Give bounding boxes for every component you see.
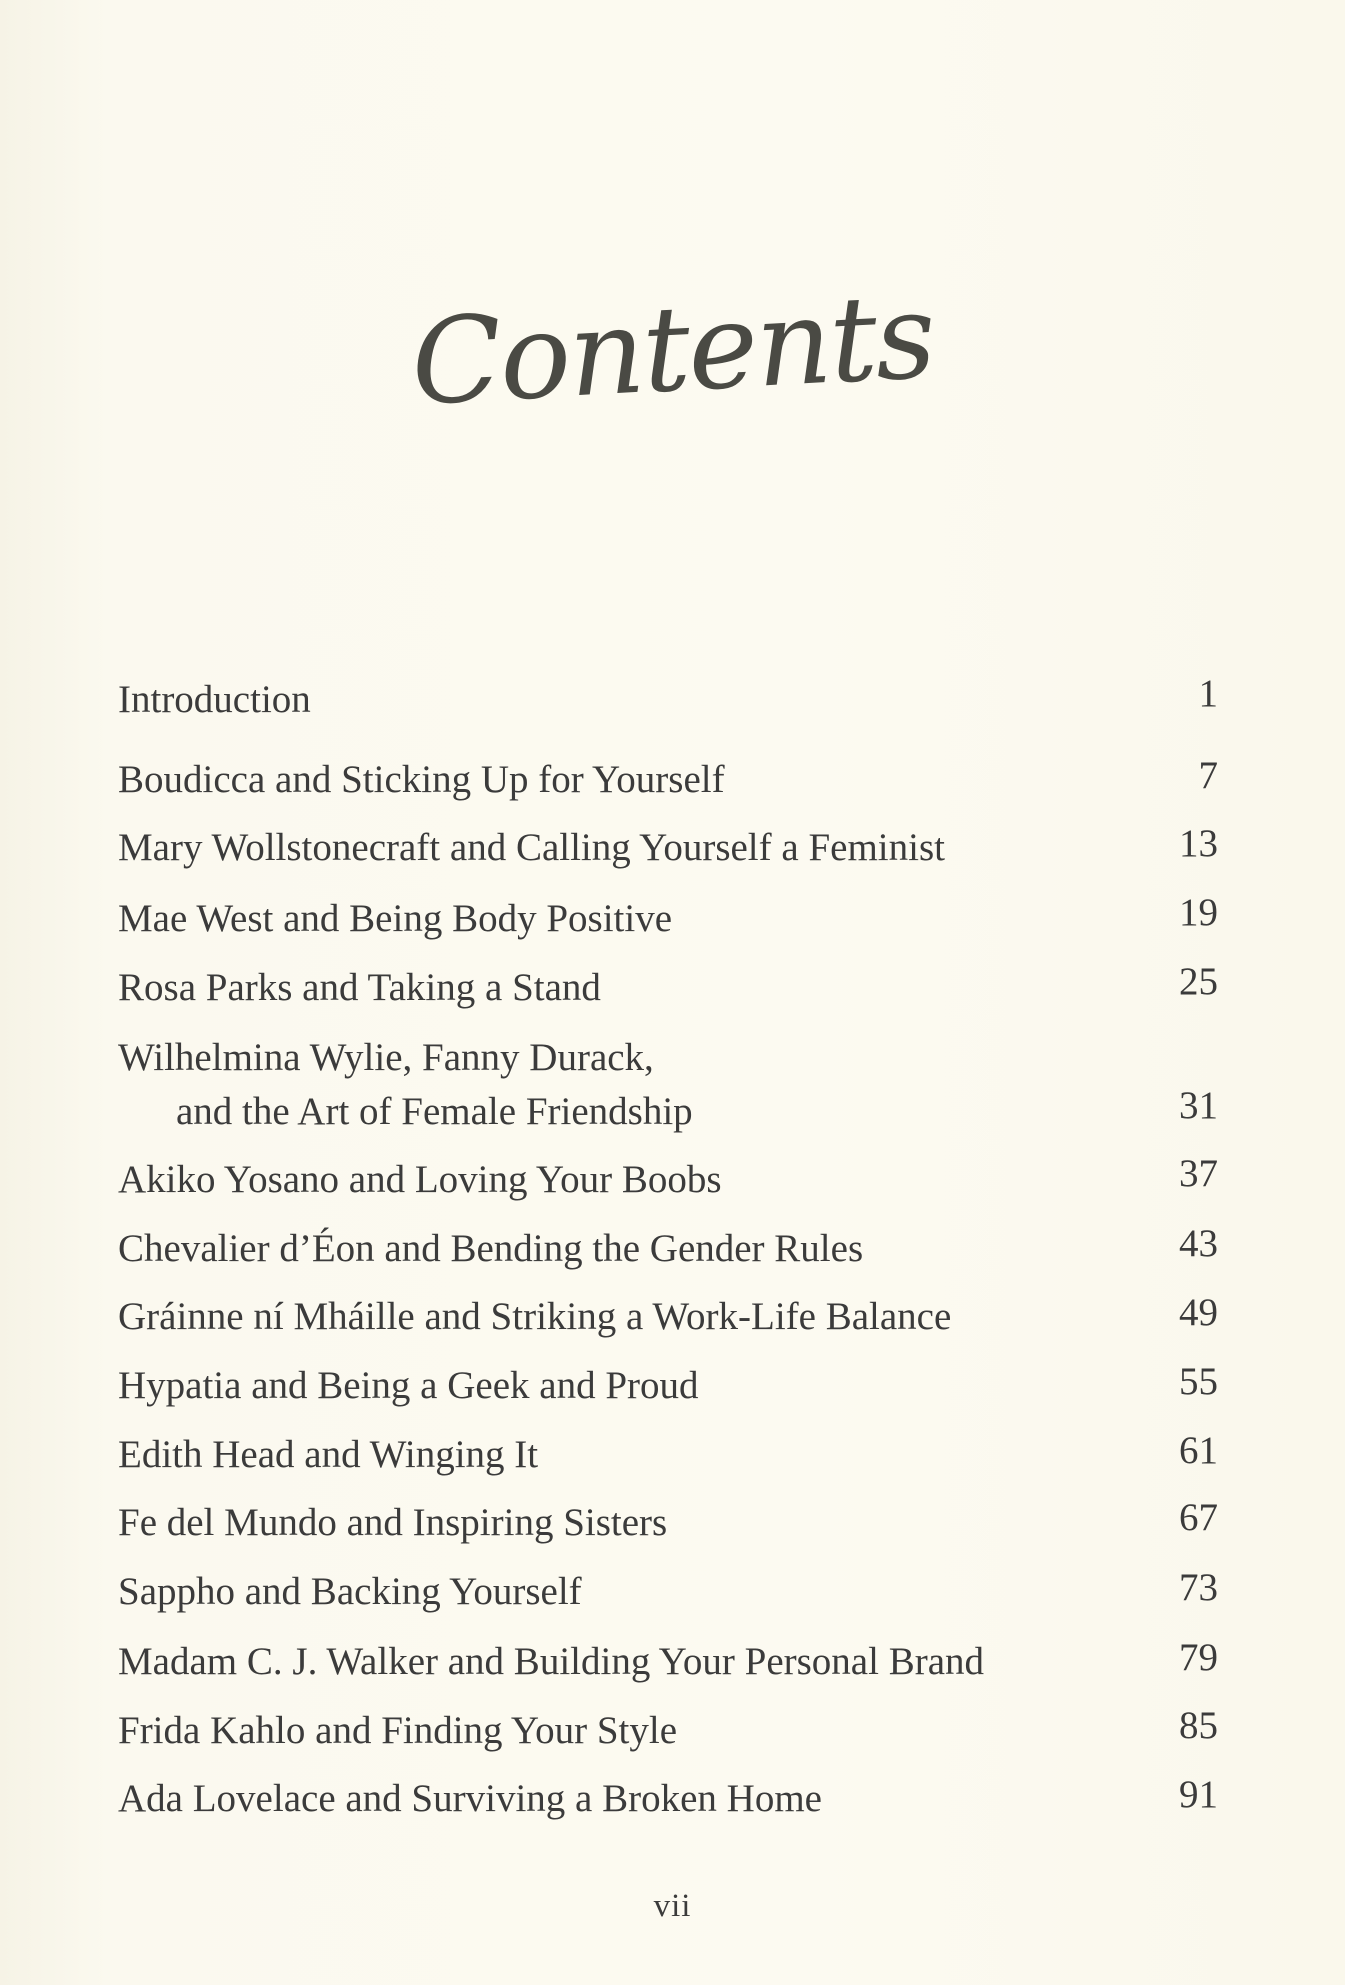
toc-entry-title-continuation: and the Art of Female Friendship <box>176 1090 693 1133</box>
toc-entry-page: 37 <box>1179 1152 1218 1195</box>
toc-entry-title: Gráinne ní Mháille and Striking a Work-Life Balance <box>118 1295 952 1338</box>
toc-entry-page: 79 <box>1179 1636 1218 1679</box>
toc-entry-title: Mae West and Being Body Positive <box>118 897 673 940</box>
toc-entry-page: 67 <box>1179 1496 1218 1539</box>
toc-entry-page: 49 <box>1179 1291 1218 1334</box>
page-title: Contents <box>407 266 938 432</box>
toc-entry-page: 43 <box>1179 1222 1218 1265</box>
toc-entry-page: 7 <box>1198 754 1218 797</box>
toc-entry-title: Boudicca and Sticking Up for Yourself <box>118 758 725 801</box>
toc-entry-title: Chevalier d’Éon and Bending the Gender Rules <box>118 1227 864 1270</box>
toc-entry-title: Madam C. J. Walker and Building Your Personal Brand <box>118 1640 984 1683</box>
toc-entry-page: 61 <box>1179 1429 1218 1472</box>
toc-entry-title: Mary Wollstonecraft and Calling Yourself a Feminist <box>118 826 945 869</box>
toc-entry-title: Rosa Parks and Taking a Stand <box>118 966 601 1009</box>
toc-entry-title: Frida Kahlo and Finding Your Style <box>118 1709 678 1752</box>
toc-entry-title: Ada Lovelace and Surviving a Broken Home <box>118 1777 822 1820</box>
toc-entry-page: 25 <box>1179 960 1218 1003</box>
toc-entry-title: Edith Head and Winging It <box>118 1433 539 1476</box>
toc-entry-page: 55 <box>1179 1360 1218 1403</box>
toc-entry-title: Wilhelmina Wylie, Fanny Durack, <box>118 1036 654 1079</box>
toc-entry-page: 91 <box>1179 1773 1218 1816</box>
toc-entry-page: 19 <box>1179 891 1218 934</box>
toc-entry-page: 31 <box>1179 1084 1218 1127</box>
page-number: vii <box>653 1888 692 1924</box>
toc-entry-title: Hypatia and Being a Geek and Proud <box>118 1364 699 1407</box>
toc-entry-title: Introduction <box>118 678 311 721</box>
toc-entry-page: 85 <box>1179 1704 1218 1747</box>
toc-entry-title: Sappho and Backing Yourself <box>118 1570 582 1613</box>
toc-entry-page: 13 <box>1179 822 1218 865</box>
toc-entry-title: Fe del Mundo and Inspiring Sisters <box>118 1501 668 1544</box>
toc-entry-page: 73 <box>1179 1566 1218 1609</box>
toc-entry-page: 1 <box>1198 672 1218 715</box>
toc-entry-title: Akiko Yosano and Loving Your Boobs <box>118 1158 722 1201</box>
